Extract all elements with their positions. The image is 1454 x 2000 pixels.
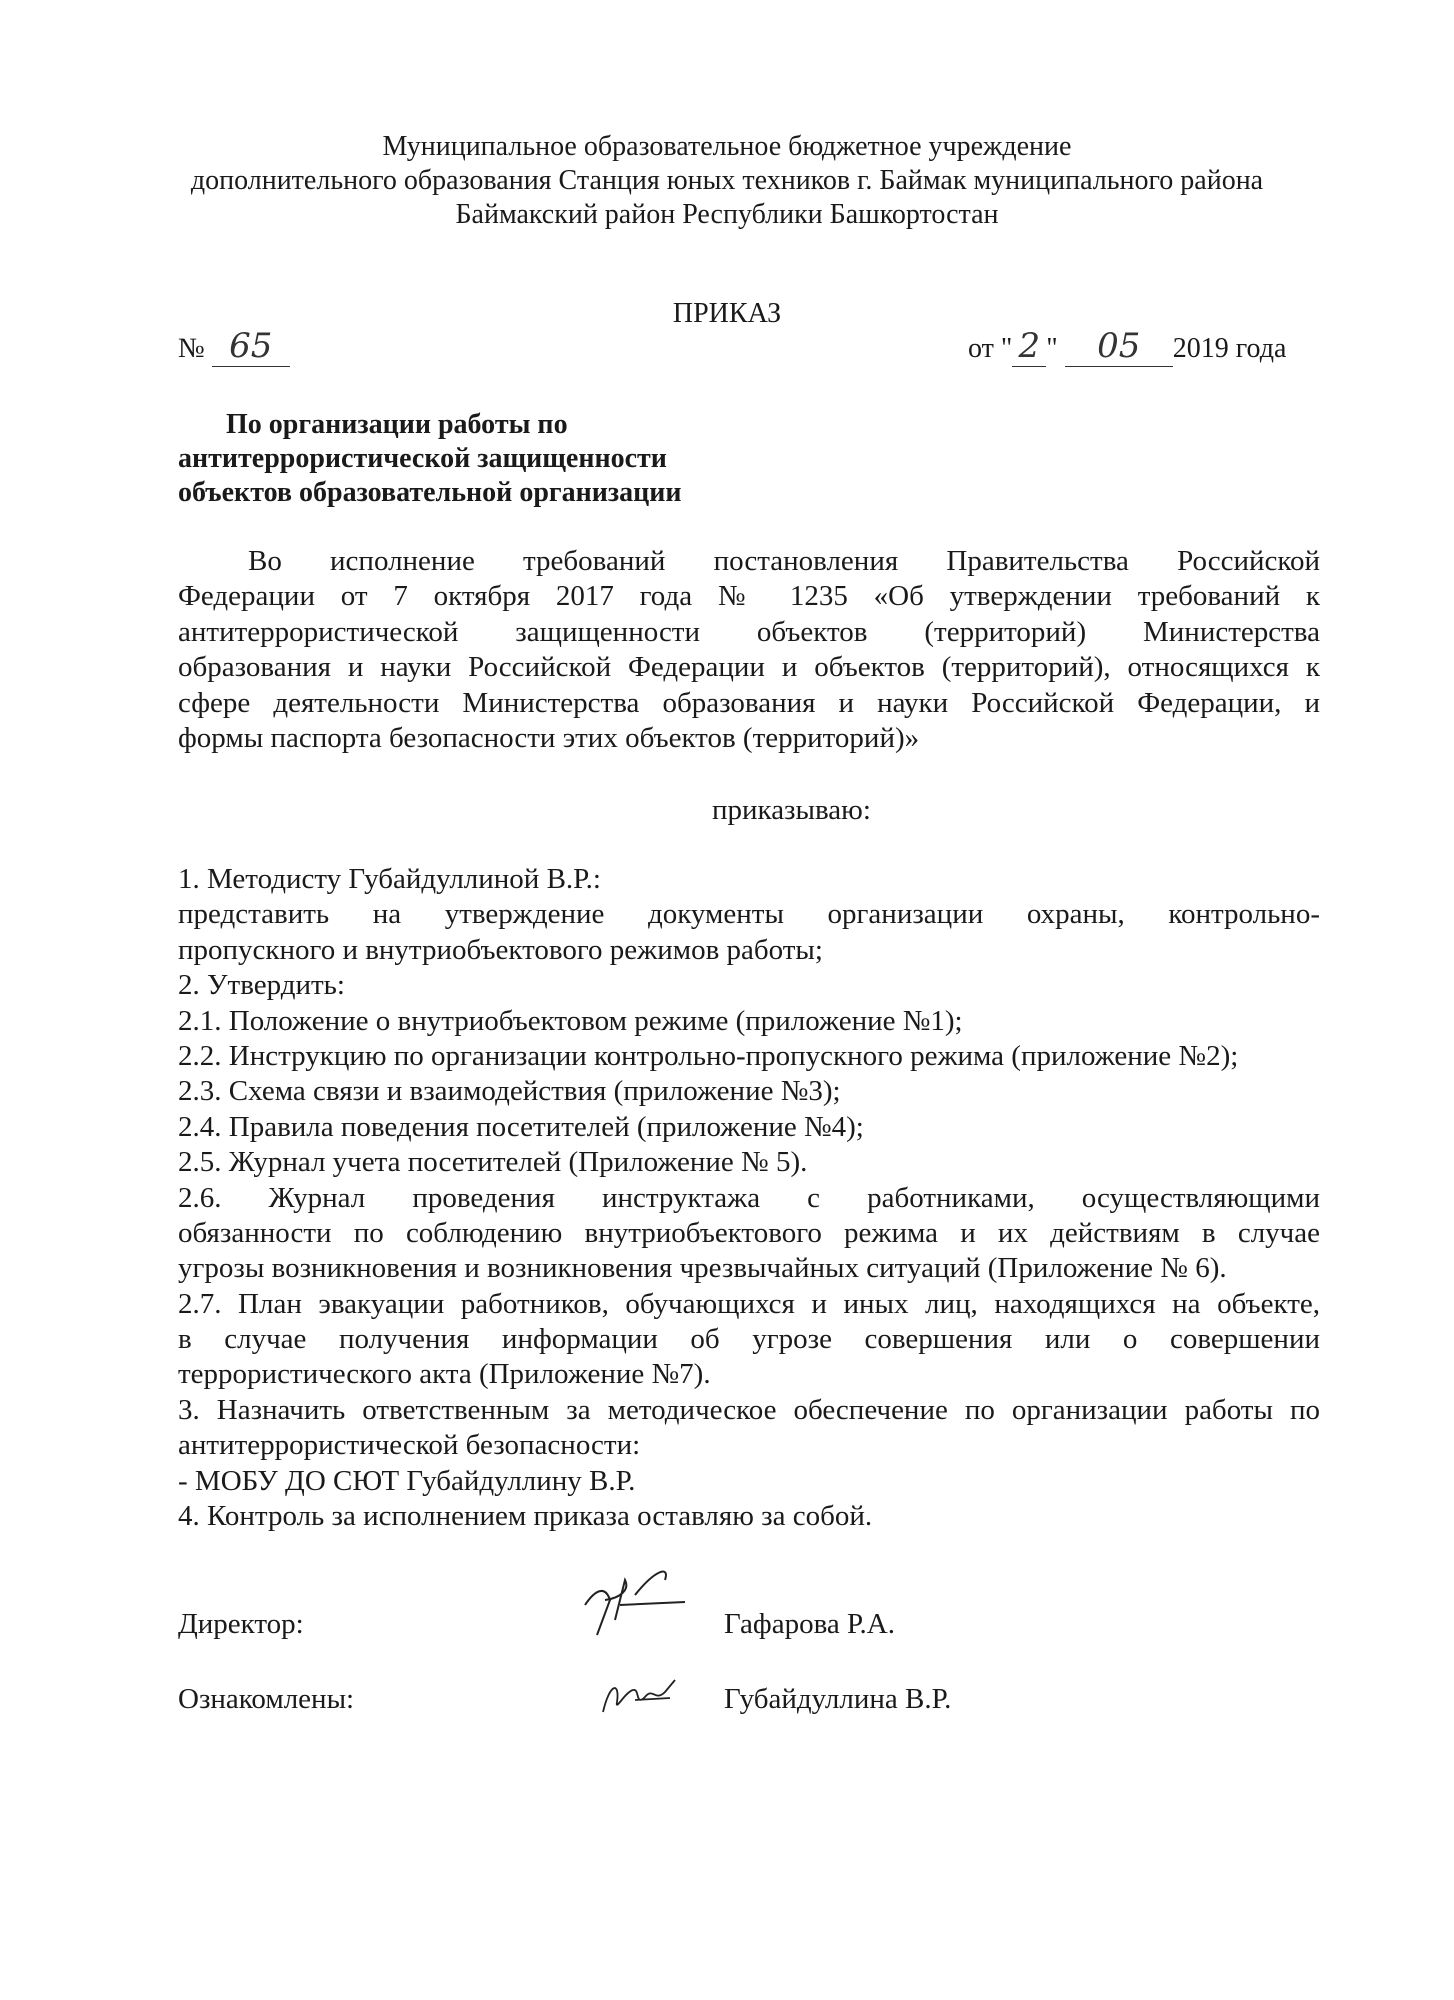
date-quote: " bbox=[1046, 333, 1058, 364]
order-item-line: 2.6. Журнал проведения инструктажа с работниками, осуществляющими bbox=[178, 1181, 1320, 1214]
date-prefix: от " bbox=[968, 333, 1013, 364]
number-sign: № bbox=[178, 333, 205, 364]
order-item-line: антитеррористической безопасности: bbox=[178, 1429, 641, 1462]
order-item-line: представить на утверждение документы организации охраны, контрольно- bbox=[178, 898, 1320, 931]
date-day-handwritten: 2 bbox=[1012, 326, 1046, 367]
order-number-handwritten: 65 bbox=[212, 326, 290, 367]
preamble-line: сфере деятельности Министерства образования и науки Российской Федерации, и bbox=[178, 686, 1320, 719]
order-item-line: 2. Утвердить: bbox=[178, 969, 345, 1002]
order-item-line: 2.2. Инструкцию по организации контрольно-пропускного режима (приложение №2); bbox=[178, 1039, 1239, 1072]
header-line: дополнительного образования Станция юных техников г. Баймак муниципального района bbox=[190, 165, 1264, 196]
order-item-line: 2.7. План эвакуации работников, обучающихся и иных лиц, находящихся на объекте, bbox=[178, 1287, 1320, 1320]
order-item-line: 1. Методисту Губайдуллиной В.Р.: bbox=[178, 863, 601, 895]
preamble bbox=[178, 544, 1320, 756]
order-item-line: обязанности по соблюдению внутриобъектового режима и их действиям в случае bbox=[178, 1216, 1320, 1249]
order-item-line: 2.4. Правила поведения посетителей (приложение №4); bbox=[178, 1110, 864, 1143]
preamble-line: Во исполнение требований постановления Правительства Российской bbox=[248, 545, 1320, 577]
order-subject bbox=[178, 408, 682, 510]
subject-line: антитеррористической защищенности bbox=[178, 443, 667, 474]
order-item-line: 4. Контроль за исполнением приказа оставляю за собой. bbox=[178, 1500, 873, 1533]
order-item-line: террористического акта (Приложение №7). bbox=[178, 1358, 711, 1391]
institution-header bbox=[0, 130, 1454, 232]
order-item-line: 3. Назначить ответственным за методическое обеспечение по организации работы по bbox=[178, 1393, 1320, 1426]
subject-line: объектов образовательной организации bbox=[178, 477, 682, 508]
director-label: Директор: bbox=[178, 1608, 304, 1640]
order-title: ПРИКАЗ bbox=[672, 298, 782, 329]
order-item-line: 2.3. Схема связи и взаимодействия (приложение №3); bbox=[178, 1075, 841, 1108]
order-item-line: 2.5. Журнал учета посетителей (Приложение № 5). bbox=[178, 1146, 808, 1179]
acquainted-label: Ознакомлены: bbox=[178, 1683, 355, 1715]
preamble-line: Федерации от 7 октября 2017 года № 1235 «Об утверждении требований к bbox=[178, 580, 1320, 613]
date-month-handwritten: 05 bbox=[1065, 326, 1173, 367]
order-item-line: угрозы возникновения и возникновения чрезвычайных ситуаций (Приложение № 6). bbox=[178, 1252, 1227, 1285]
order-number bbox=[178, 326, 290, 367]
header-line: Баймакский район Республики Башкортостан bbox=[455, 199, 999, 230]
preamble-line: антитеррористической защищенности объектов (территорий) Министерства bbox=[178, 615, 1320, 648]
director-name: Гафарова Р.А. bbox=[724, 1608, 895, 1640]
order-item-line: пропускного и внутриобъектового режимов работы; bbox=[178, 933, 823, 966]
subject-line: По организации работы по bbox=[226, 409, 568, 440]
header-line: Муниципальное образовательное бюджетное учреждение bbox=[382, 131, 1072, 162]
order-word: приказываю: bbox=[712, 794, 871, 826]
acquainted-name: Губайдуллина В.Р. bbox=[724, 1683, 952, 1715]
order-item-line: 2.1. Положение о внутриобъектовом режиме (приложение №1); bbox=[178, 1004, 963, 1037]
director-signature bbox=[575, 1560, 695, 1640]
date-year: 2019 года bbox=[1172, 333, 1287, 364]
order-item-line: - МОБУ ДО СЮТ Губайдуллину В.Р. bbox=[178, 1464, 636, 1497]
order-date bbox=[968, 326, 1286, 367]
order-item-line: в случае получения информации об угрозе совершения или о совершении bbox=[178, 1323, 1320, 1356]
preamble-line: формы паспорта безопасности этих объектов (территорий)» bbox=[178, 721, 920, 754]
order-items bbox=[178, 862, 1320, 1534]
preamble-line: образования и науки Российской Федерации и объектов (территорий), относящихся к bbox=[178, 651, 1320, 684]
acquainted-signature bbox=[595, 1672, 685, 1722]
